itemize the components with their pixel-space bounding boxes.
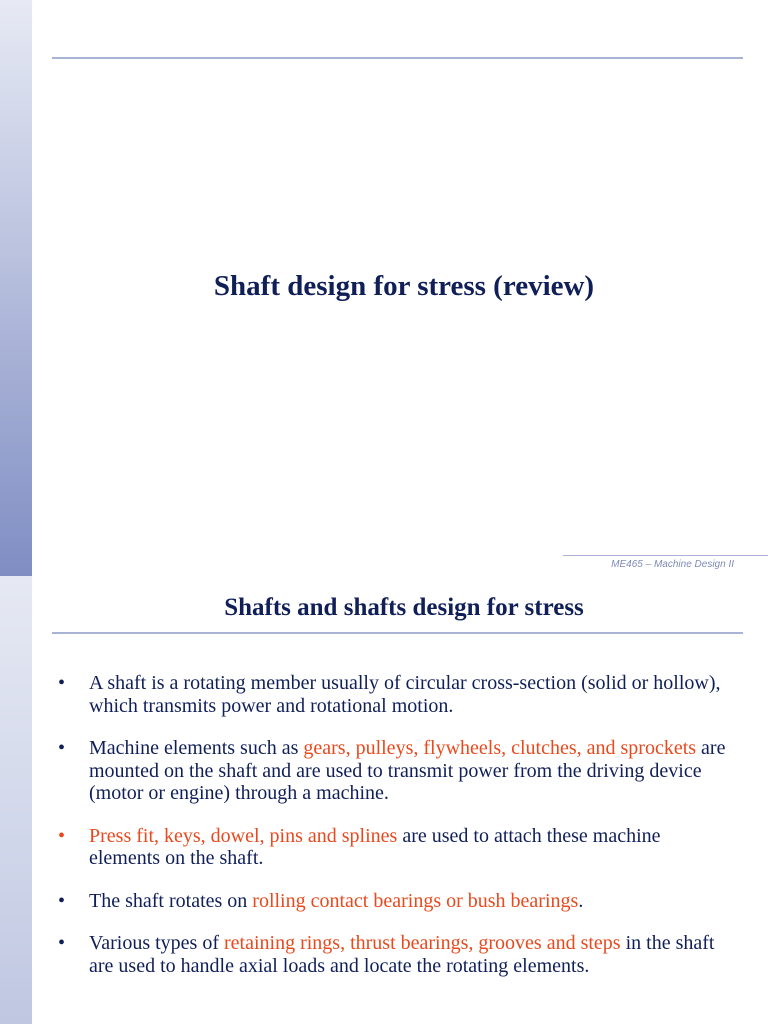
bullet-text: in the shaft are used to handle axial loads and locate the rotating elements.: [89, 932, 715, 977]
slide-title: Shafts and shafts design for stress: [224, 594, 584, 621]
bullet-marker: •: [58, 824, 66, 847]
slide-2: [0, 576, 768, 1024]
bullet-text: Machine elements such as: [89, 737, 304, 759]
bullet-text: Various types of: [89, 932, 224, 954]
title-rule: [52, 632, 743, 634]
slide-sidebar-gradient: [0, 0, 32, 576]
footer-rule: [563, 555, 768, 556]
bullet-item: [58, 932, 728, 977]
bullet-text: A shaft is a rotating member usually of circular cross-section (solid or hollow), which transmits power and rotational motion.: [89, 672, 721, 717]
bullet-text: are mounted on the shaft and are used to transmit power from the driving device (motor or engine) through a machine.: [89, 737, 726, 804]
bullet-item: [58, 672, 728, 717]
bullet-item: [58, 737, 728, 805]
highlighted-text: Press fit, keys, dowel, pins and splines: [89, 824, 398, 847]
slide-footer: ME465 – Machine Design II: [611, 559, 734, 570]
bullet-list: [58, 672, 728, 997]
bullet-item: [58, 825, 728, 870]
highlighted-text: gears, pulleys, flywheels, clutches, and sprockets: [303, 737, 697, 759]
top-rule: [52, 57, 743, 59]
bullet-marker: •: [58, 672, 66, 694]
bullet-text: .: [578, 889, 584, 912]
highlighted-text: retaining rings, thrust bearings, grooves and steps: [223, 932, 621, 954]
highlighted-text: rolling contact bearings or bush bearings: [252, 889, 579, 912]
bullet-text: are used to attach these machine elements on the shaft.: [89, 824, 661, 869]
slide-sidebar-gradient: [0, 576, 32, 1024]
bullet-text: The shaft rotates on: [89, 889, 253, 912]
bullet-item: [58, 890, 728, 913]
bullet-marker: •: [58, 932, 66, 954]
slide-title: Shaft design for stress (review): [213, 270, 595, 302]
bullet-marker: •: [58, 737, 66, 759]
bullet-marker: •: [58, 889, 66, 912]
